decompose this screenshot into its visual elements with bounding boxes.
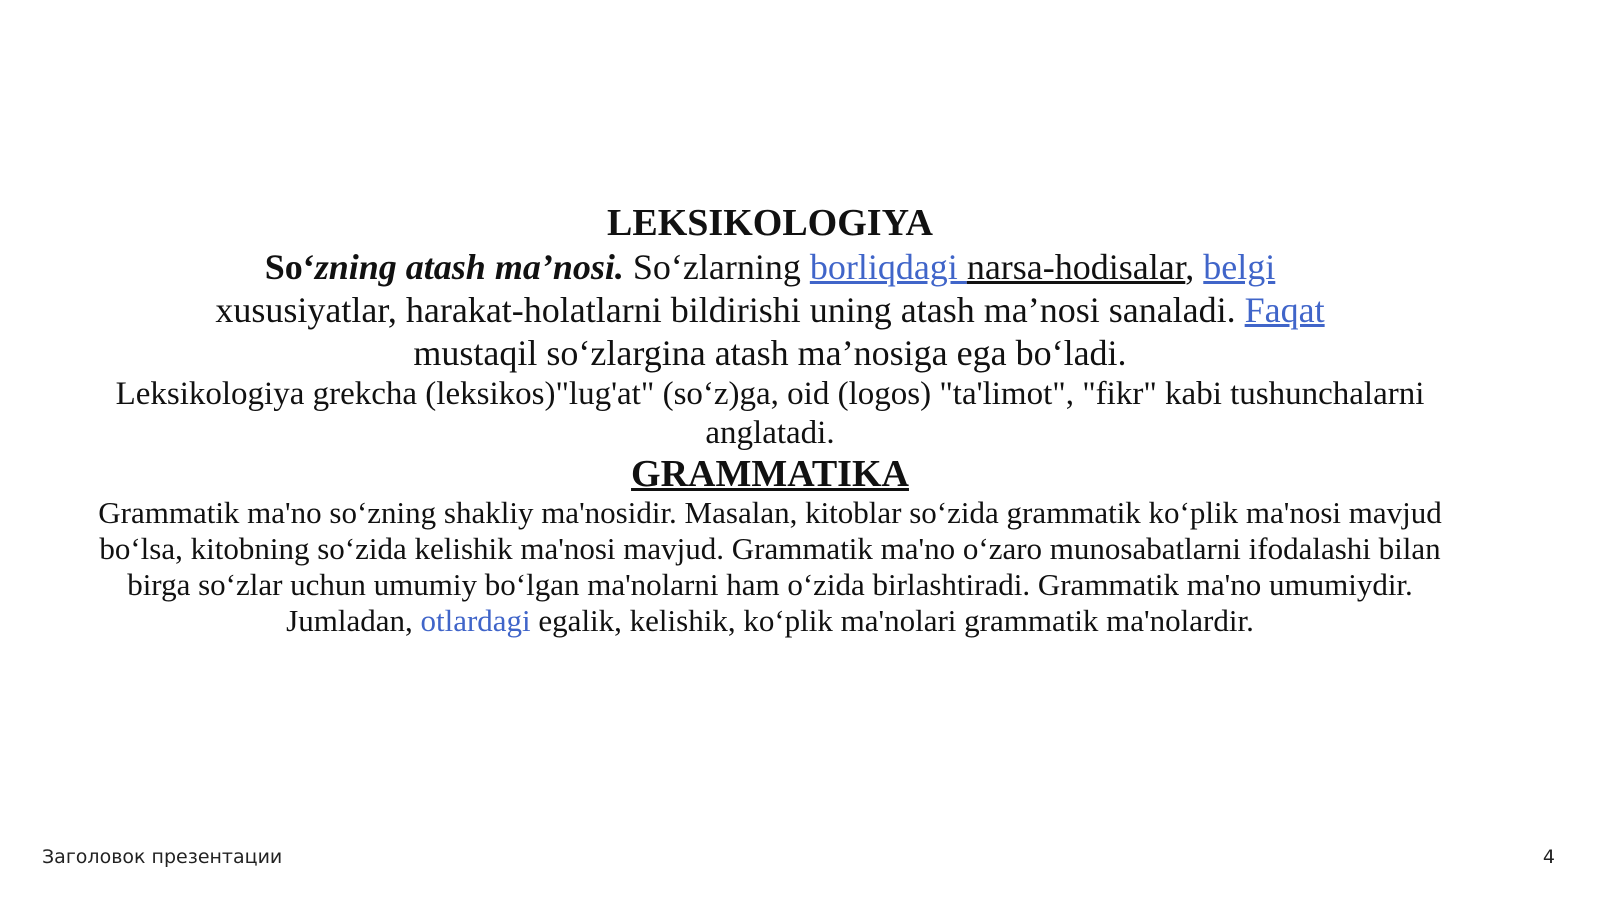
- link-belgi[interactable]: belgi: [1203, 247, 1276, 287]
- text-segment: Grammatik ma'no so‘zning shakliy ma'nosidir. Masalan, kitoblar so‘zida grammatik ko‘plik ma'nosi mavjud bo‘lsa, kitobning so‘zida kelishik ma'nosi mavjud. Grammatik ma'no o‘zaro munosabatlarni ifodalashi bilan birga so‘zlar uchun umumiy bo‘lgan ma'nolarni ham o‘zida birlashtiradi. Grammatik ma'no umumiydir. Jumladan,: [98, 495, 1442, 638]
- link-otlardagi[interactable]: otlardagi: [420, 603, 531, 638]
- text-segment: ,: [1185, 247, 1204, 287]
- text-segment: egalik, kelishik, ko‘plik ma'nolari grammatik ma'nolardir.: [530, 603, 1254, 638]
- text-segment: xususiyatlar, harakat-holatlarni bildirishi uning atash ma’nosi sanaladi.: [215, 290, 1245, 330]
- underlined-text: narsa-hodisalar: [966, 247, 1186, 287]
- text-segment: mustaqil so‘zlargina atash ma’nosiga ega bo‘ladi.: [413, 333, 1127, 373]
- text-segment: So‘zlarning: [623, 247, 810, 287]
- presentation-title-footer: Заголовок презентации: [42, 846, 283, 868]
- link-borliqdagi[interactable]: borliqdagi: [809, 247, 967, 287]
- page-number: 4: [1542, 846, 1555, 868]
- heading-leksikologiya: LEKSIKOLOGIYA: [607, 202, 933, 244]
- paragraph-grammatika: [80, 495, 1460, 639]
- paragraph-leksikologiya-definition: Leksikologiya grekcha (leksikos)"lug'at" (so‘z)ga, oid (logos) "ta'limot", "fikr" kabi tushunchalarni anglatadi.: [115, 376, 1425, 451]
- slide-content: [80, 200, 1460, 639]
- bold-italic-term: zning atash ma’nosi.: [314, 247, 624, 287]
- paragraph-atash-manosi: [80, 246, 1460, 375]
- heading-grammatika: GRAMMATIKA: [631, 453, 909, 495]
- link-faqat[interactable]: Faqat: [1244, 290, 1325, 330]
- bold-text: So‘: [264, 247, 315, 287]
